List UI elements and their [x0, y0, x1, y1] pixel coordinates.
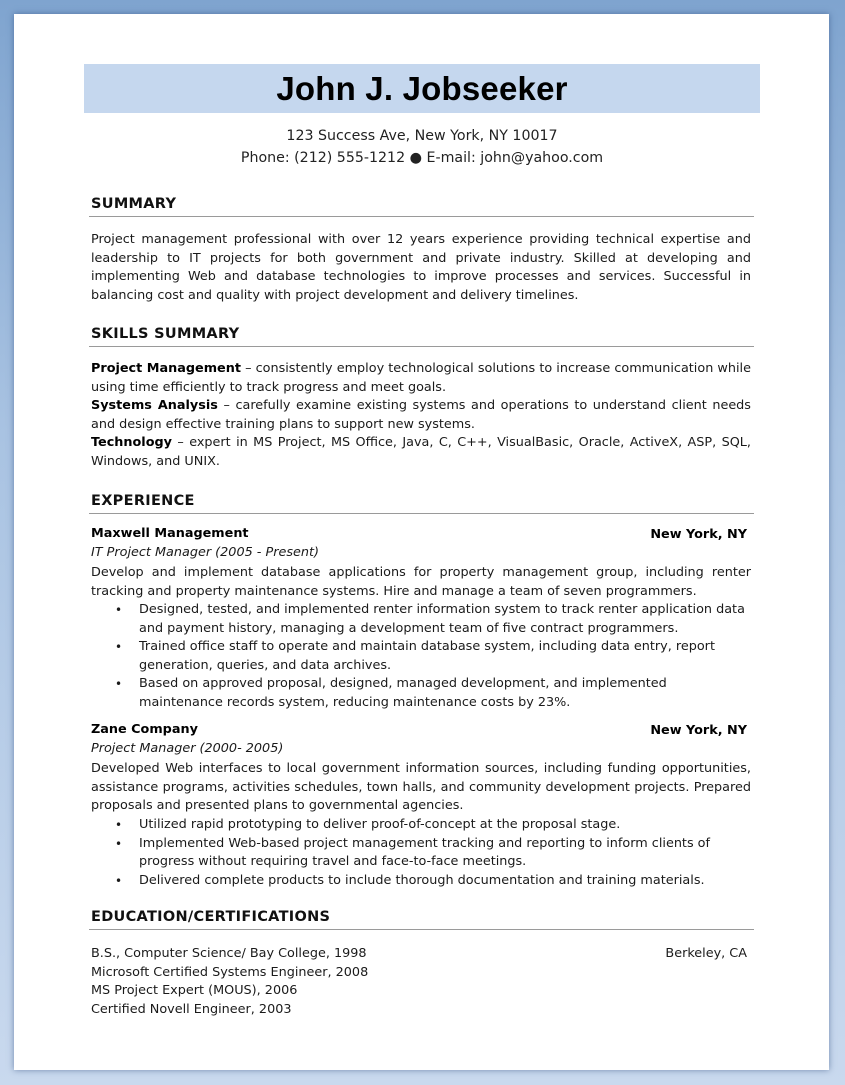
education-item: Certified Novell Engineer, 2003: [91, 1002, 292, 1017]
bullet-icon: •: [115, 818, 123, 832]
name-banner: [84, 64, 760, 113]
job-bullet-text: Based on approved proposal, designed, managed development, and implemented maintenance records system, reducing maintenance costs by 23%.: [139, 676, 667, 710]
candidate-name: John J. Jobseeker: [276, 69, 568, 107]
job-bullet: [111, 872, 751, 891]
job-bullet-text: Trained office staff to operate and maintain database system, including data entry, report generation, queries, and data archives.: [139, 639, 715, 673]
bullet-icon: •: [115, 836, 123, 851]
job-bullet: [111, 835, 751, 872]
job-role: IT Project Manager (2005 - Present): [91, 545, 320, 560]
skill-item: [91, 397, 751, 434]
job-company: Zane Company: [91, 722, 198, 737]
summary-divider: [89, 216, 754, 217]
skill-label: Project Management: [91, 361, 241, 376]
bullet-icon: •: [115, 640, 123, 655]
job-bullet: [111, 816, 751, 835]
job-bullet-list: [111, 601, 751, 713]
skill-item: [91, 434, 751, 471]
experience-heading: EXPERIENCE: [91, 493, 195, 509]
job-location: New York, NY: [650, 527, 747, 542]
bullet-icon: •: [115, 873, 123, 888]
skills-divider: [89, 346, 754, 347]
skill-description: – consistently employ technological solutions to increase communication while using time efficiently to track progress and meet goals.: [91, 361, 751, 395]
education-divider: [89, 929, 754, 930]
job-bullet-text: Utilized rapid prototyping to deliver proof-of-concept at the proposal stage.: [139, 817, 621, 832]
job-role: Project Manager (2000- 2005): [91, 741, 284, 756]
phone-email-line: Phone: (212) 555-1212 ● E-mail: john@yahoo.com: [240, 150, 604, 166]
address-line: 123 Success Ave, New York, NY 10017: [286, 128, 558, 144]
education-location: Berkeley, CA: [665, 946, 747, 961]
job-bullet: [111, 675, 751, 712]
skill-description: – carefully examine existing systems and operations to understand client needs and design effective training plans to support new systems.: [91, 398, 751, 432]
skill-label: Technology: [91, 435, 172, 451]
summary-heading: SUMMARY: [91, 196, 177, 212]
job-bullet-text: Implemented Web-based project management tracking and reporting to inform clients of progress without requiring travel and face-to-face meetings.: [139, 835, 711, 870]
job-bullet-text: Designed, tested, and implemented renter information system to track renter application data and payment history, managing a development team of five contract programmers.: [139, 602, 745, 636]
summary-text: Project management professional with over 12 years experience providing technical expertise and leadership to IT projects for both government and private industry. Skilled at developing and implementing Web and database technologies to improve processes and services. Successful in balancing cost and quality with project development and delivery timelines.: [91, 232, 751, 303]
job-bullet-text: Delivered complete products to include thorough documentation and training materials.: [139, 872, 705, 888]
job-bullet: [111, 638, 751, 675]
job-company: Maxwell Management: [91, 526, 249, 541]
job-bullet: [111, 601, 751, 638]
education-heading: EDUCATION/CERTIFICATIONS: [91, 909, 331, 925]
skill-label: Systems Analysis: [91, 398, 218, 414]
skills-list: [91, 360, 751, 472]
experience-divider: [89, 513, 754, 514]
skill-item: [91, 360, 751, 397]
bullet-icon: •: [115, 677, 123, 692]
skill-description: – expert in MS Project, MS Office, Java, C, C++, VisualBasic, Oracle, ActiveX, ASP, SQL, Windows, and UNIX.: [91, 435, 751, 469]
job-location: New York, NY: [650, 723, 747, 738]
bullet-icon: •: [115, 603, 123, 617]
skills-heading: SKILLS SUMMARY: [91, 326, 240, 342]
education-item: B.S., Computer Science/ Bay College, 1998: [91, 946, 367, 961]
resume-page: [14, 14, 829, 1070]
education-item: MS Project Expert (MOUS), 2006: [91, 983, 298, 998]
job-description: Develop and implement database applications for property management group, including renter tracking and property maintenance systems. Hire and manage a team of seven programmers.: [91, 565, 751, 599]
job-description: Developed Web interfaces to local government information sources, including funding opportunities, assistance programs, activities schedules, town halls, and community development projects. Prepared proposals and presented plans to governmental agencies.: [91, 761, 751, 814]
job-bullet-list: [111, 816, 751, 890]
education-item: Microsoft Certified Systems Engineer, 2008: [91, 965, 369, 980]
